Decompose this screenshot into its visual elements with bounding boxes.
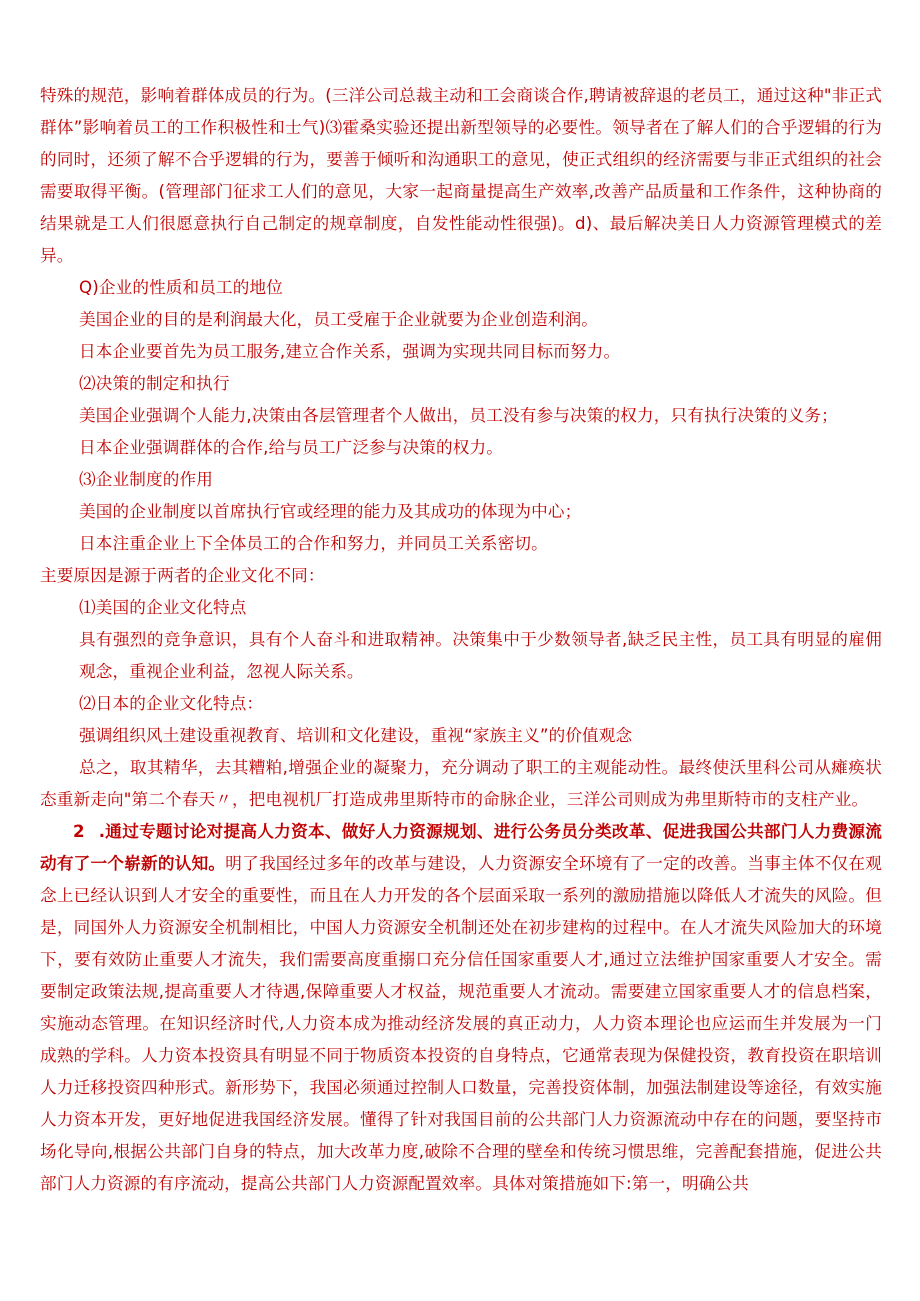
heading-decision-making: ⑵决策的制定和执行 [79,374,230,393]
paragraph-us-system: 美国的企业制度以首席执行官或经理的能力及其成功的体现为中心； [79,502,582,521]
heading-enterprise-nature: Q)企业的性质和员工的地位 [79,278,284,297]
section-2-body: 明了我国经过多年的改革与建设，人力资源安全环境有了一定的改善。当事主体不仅在观念上已经认识到人才安全的重要性，而且在人力开发的各个层面采取一系列的激励措施以降低人才流失的风险。但是，同国外人力资源安全机制相比，中国人力资源安全机制还处在初步建构的过程中。在人才流失风险加大的环境下，要有效防止重要人才流失，我们需要高度重搦口充分信任国家重要人才,通过立法维护国家重要人才安全。需要制定政策法规,提高重要人才待遇,保障重要人才权益，规范重要人才流动。需要建立国家重要人才的信息档案，实施动态管理。在知识经济时代,人力资本成为推动经济发展的真正动力，人力资本理论也应运而生并发展为一门成熟的学科。人力资本投资具有明显不同于物质资本投资的自身特点，它通常表现为保健投资，教育投资在职培训人力迁移投资四种形式。新形势下，我国必须通过控制人口数量，完善投资体制，加强法制建设等途径，有效实施人力资本开发，更好地促进我国经济发展。懂得了针对我国目前的公共部门人力资源流动中存在的问题，要坚持市场化导向,根据公共部门自身的特点，加大改革力度,破除不合理的壁垒和传统习惯思维，完善配套措施，促进公共部门人力资源的有序流动，提高公共部门人力资源配置效率。具体对策措施如下:第一，明确公共 [40,854,882,1193]
paragraph-section-2 [40,816,882,1200]
paragraph-jp-decision: 日本企业强调群体的合作,给与员工广泛参与决策的权力。 [79,438,504,457]
paragraph-hawthorne-leadership: 特殊的规范，影响着群体成员的行为。(三洋公司总裁主动和工会商谈合作,聘请被辞退的老员工，通过这种"非正式群体”影响着员工的工作积极性和士气)⑶霍桑实验还提出新型领导的必要性。领导者在了解人们的合乎逻辑的行为的同时，还须了解不合乎逻辑的行为，要善于倾听和沟通职工的意见，使正式组织的经济需要与非正式组织的社会需要取得平衡。(管理部门征求工人们的意见，大家一起商量提高生产效率,改善产品质量和工作条件，这种协商的结果就是工人们很愿意执行自己制定的规章制度，自发性能动性很强)。d)、最后解决美日人力资源管理模式的差异。 [40,86,882,265]
heading-jp-culture: ⑵日本的企业文化特点： [79,694,264,713]
paragraph-jp-system: 日本注重企业上下全体员工的合作和努力，并同员工关系密切。 [79,534,548,553]
paragraph-us-culture: 具有强烈的竞争意识，具有个人奋斗和进取精神。决策集中于少数领导者,缺乏民主性，员工具有明显的雇佣观念，重视企业利益，忽视人际关系。 [79,630,882,681]
document-body [40,80,882,1200]
paragraph-conclusion: 总之，取其精华，去其糟粕,增强企业的凝聚力，充分调动了职工的主观能动性。最终使沃里科公司从瘫痪状态重新走向"第二个春天〃，把电视机厂打造成弗里斯特市的命脉企业，三洋公司则成为弗里斯特市的支柱产业。 [40,758,882,809]
heading-us-culture: ⑴美国的企业文化特点 [79,598,247,617]
paragraph-jp-enterprise-goal: 日本企业要首先为员工服务,建立合作关系，强调为实现共同目标而努力。 [79,342,621,361]
paragraph-jp-culture: 强调组织风土建设重视教育、培训和文化建设，重视“家族主义”的价值观念 [79,726,633,745]
paragraph-us-enterprise-goal: 美国企业的目的是利润最大化，员工受雇于企业就要为企业创造利润。 [79,310,599,329]
heading-enterprise-system: ⑶企业制度的作用 [79,470,213,489]
section-number: 2 [73,822,85,841]
section-2-bold-lead: .通过专题讨论对提高人力资本、做好人力资源规划、进行公务员分类改革、促进我国公共部门人力费源流动有了一个崭新的认知。 [40,822,882,873]
paragraph-main-reason: 主要原因是源于两者的企业文化不同： [40,566,325,585]
paragraph-us-decision: 美国企业强调个人能力,决策由各层管理者个人做出，员工没有参与决策的权力，只有执行决策的义务； [79,406,838,425]
